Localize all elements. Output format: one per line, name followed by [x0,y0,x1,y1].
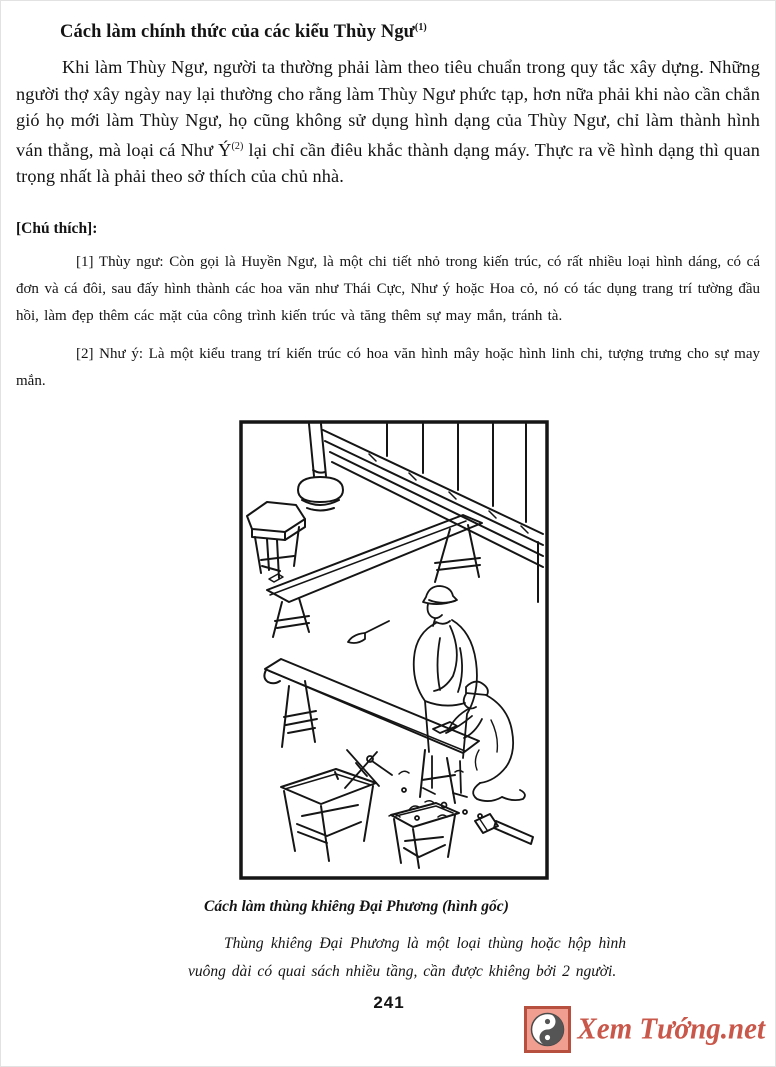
page-number: 241 [373,993,405,1012]
figure-caption-description: Thùng khiêng Đại Phương là một loại thùng hoặc hộp hình vuông dài có quai sách nhiều tầng, cần được khiêng bởi 2 người. [188,935,626,980]
figure-illustration [238,420,550,880]
footnote-marker-2: (2) [231,140,244,152]
page-title [16,22,760,43]
footnote-marker-1: (1) [414,22,427,33]
intro-part2: lại chỉ cần điêu khắc thành dạng máy. Thực ra về hình dạng thì quan trọng nhất là phải theo sở thích của chủ nhà. [16,139,760,187]
note-item-2: [2] Như ý: Là một kiểu trang trí kiến trúc có hoa văn hình mây hoặc hình linh chi, tượng trưng cho sự may mắn. [16,345,760,389]
note-item-1: [1] Thùy ngư: Còn gọi là Huyền Ngư, là một chi tiết nhỏ trong kiến trúc, có rất nhiều loại hình dáng, có cá đơn và cá đôi, sau đấy hình thành các hoa văn như Thái Cực, Như ý hoặc Hoa cỏ, nó có tác dụng trang trí tường đầu hồi, làm đẹp thêm các mặt của công trình kiến trúc và tăng thêm sự may mắn, tránh tà. [16,253,760,324]
watermark [524,1006,765,1053]
page-title-text: Cách làm chính thức của các kiểu Thùy Ngư [60,22,415,43]
intro-part1: Khi làm Thùy Ngư, người ta thường phải làm theo tiêu chuẩn trong quy tắc xây dựng. Những người thợ xây ngày nay lại thường cho rằng làm Thùy Ngư phức tạp, hơn nữa phải khi nào cần chắn gió họ mới làm Thùy Ngư, họ cũng không sử dụng hình dạng của Thùy Ngư, chỉ làm thành hình ván thẳng, mà loại cá Như Ý [16,57,760,160]
figure-caption-title: Cách làm thùng khiêng Đại Phương (hình gốc) [204,898,509,915]
yin-yang-icon [524,1006,571,1053]
woodworking-scene-drawing [238,420,550,880]
watermark-text: Xem Tướng.net [577,1012,765,1046]
intro-paragraph [16,54,760,190]
text-column [1,22,775,395]
notes-header: [Chú thích]: [16,219,98,237]
